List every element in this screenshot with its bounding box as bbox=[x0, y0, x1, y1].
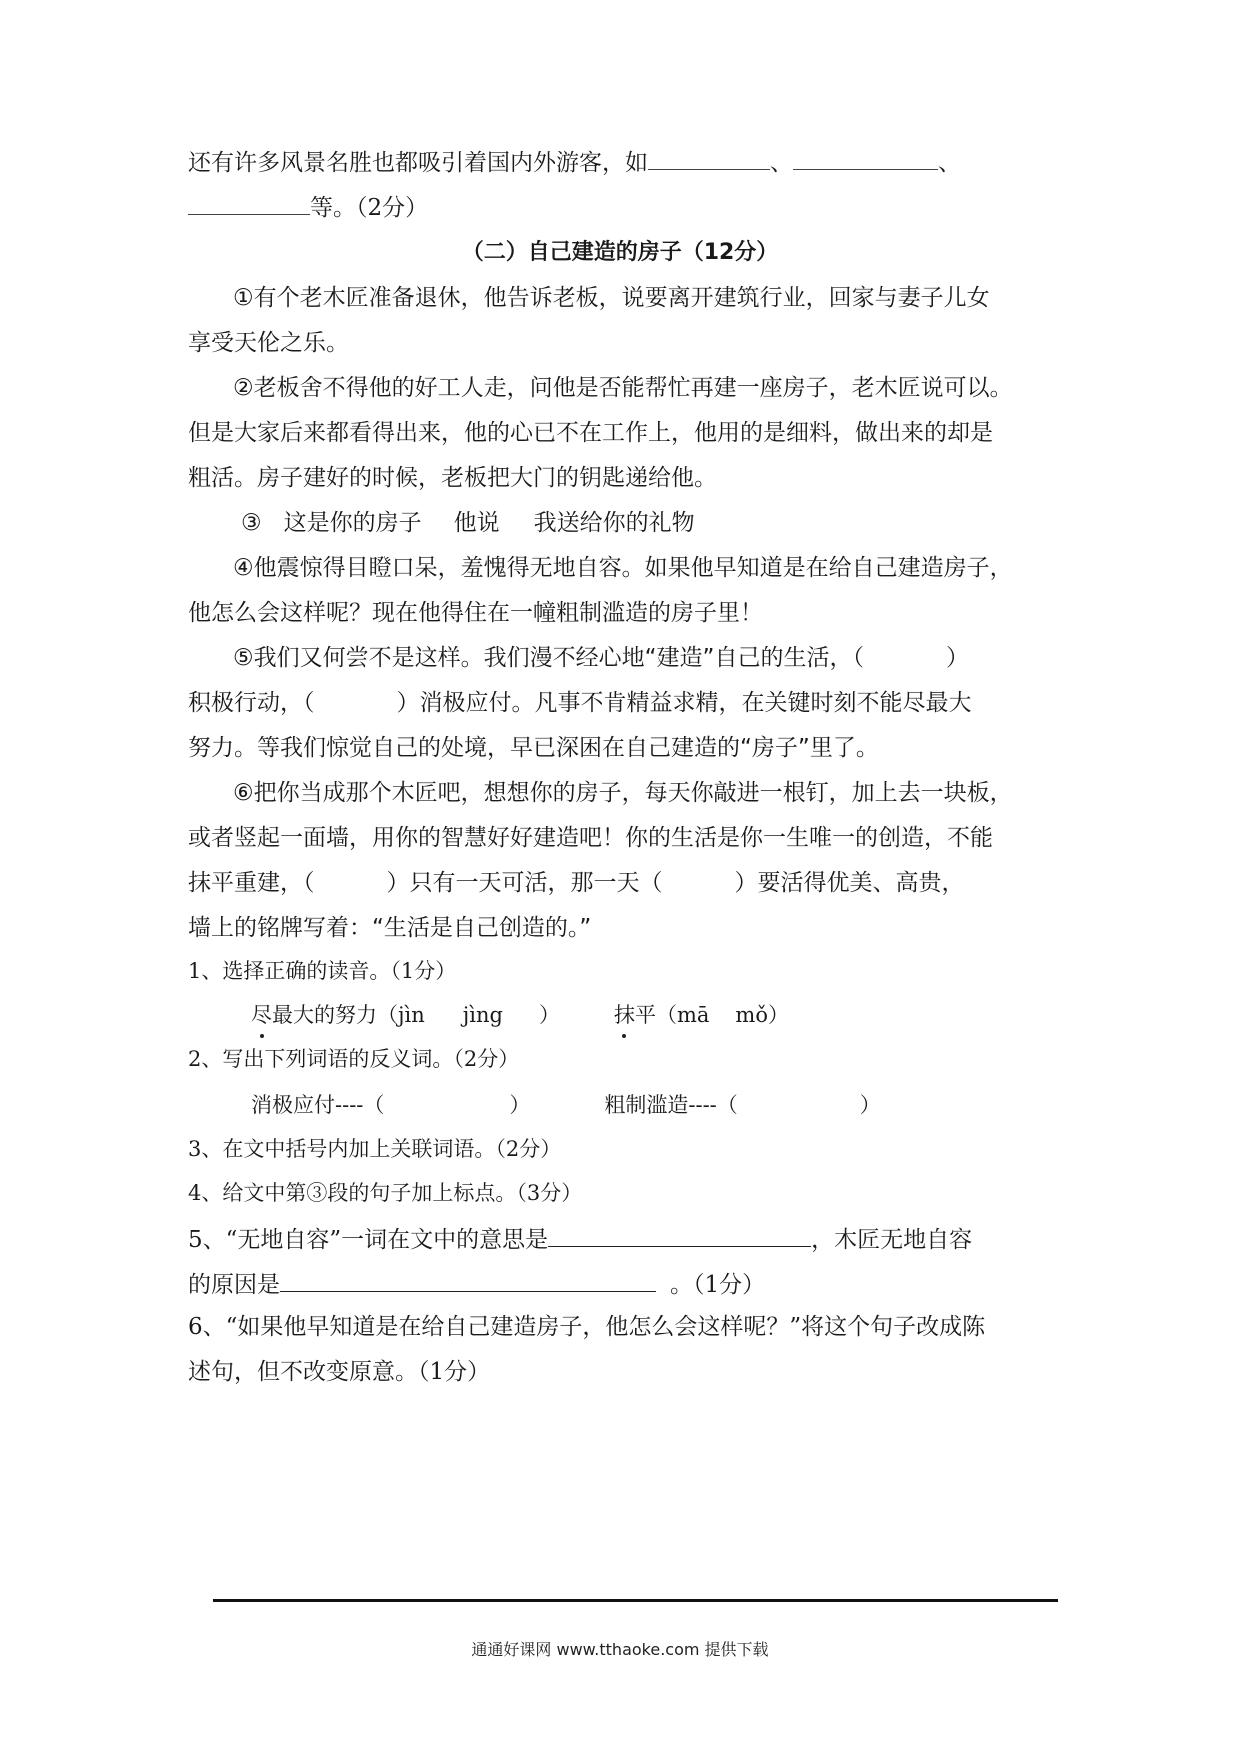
q5-text: 5、“无地自容”一词在文中的意思是 bbox=[188, 1227, 549, 1253]
para-2-line-3: 粗活。房子建好的时候，老板把大门的钥匙递给他。 bbox=[188, 465, 717, 491]
question-6-line-1: 6、“如果他早知道是在给自己建造房子，他怎么会这样呢？”将这个句子改成陈 bbox=[188, 1314, 986, 1340]
q5-text: 的原因是 bbox=[188, 1272, 280, 1298]
para-2-line-2: 但是大家后来都看得出来，他的心已不在工作上，他用的是细料，做出来的却是 bbox=[188, 420, 993, 446]
dotted-char-jin: 尽 bbox=[251, 1000, 272, 1030]
question-2-title: 2、写出下列词语的反义词。（2分） bbox=[188, 1047, 520, 1071]
para-1-line-2: 享受天伦之乐。 bbox=[188, 330, 349, 356]
q1-option-jing: jìng bbox=[462, 1003, 503, 1027]
para-4-line-1: ④他震惊得目瞪口呆，羞愧得无地自容。如果他早知道是在给自己建造房子， bbox=[233, 555, 1013, 581]
para-5-line-3: 努力。等我们惊觉自己的处境，早已深困在自己建造的“房子”里了。 bbox=[188, 735, 879, 761]
para-6-text: ）要活得优美、高贵， bbox=[734, 870, 965, 896]
question-6-line-2: 述句，但不改变原意。（1分） bbox=[188, 1359, 491, 1385]
para-3-seg-1: 这是你的房子 bbox=[283, 510, 422, 536]
para-6-text: 抹平重建，（ bbox=[188, 870, 315, 896]
question-4-title: 4、给文中第③段的句子加上标点。（3分） bbox=[188, 1181, 583, 1205]
para-6-line-3 bbox=[188, 868, 965, 898]
intro-text: 还有许多风景名胜也都吸引着国内外游客，如 bbox=[188, 150, 648, 176]
answer-line-reason[interactable] bbox=[280, 1267, 656, 1292]
bracket-close: ） bbox=[945, 645, 969, 671]
intro-line-1 bbox=[188, 148, 961, 178]
separator: 、 bbox=[770, 150, 793, 176]
para-5-text: ⑤我们又何尝不是这样。我们漫不经心地“建造”自己的生活，（ bbox=[233, 645, 864, 671]
q5-score: 。（1分） bbox=[670, 1272, 766, 1298]
blank-3[interactable] bbox=[188, 194, 310, 215]
answer-line-meaning[interactable] bbox=[548, 1222, 811, 1247]
q2-word-1: 消极应付----（ bbox=[251, 1093, 385, 1117]
blank-2[interactable] bbox=[793, 149, 938, 170]
question-3-title: 3、在文中括号内加上关联词语。（2分） bbox=[188, 1137, 562, 1161]
bracket-close: ） bbox=[859, 1093, 881, 1117]
para-3-seg-3: 我送给你的礼物 bbox=[533, 510, 695, 536]
question-5-line-1 bbox=[188, 1222, 972, 1255]
question-2-words bbox=[251, 1090, 881, 1120]
q1-word-1: 最大的努力（jìn bbox=[272, 1003, 425, 1027]
para-5-line-2 bbox=[188, 688, 972, 718]
para-4-line-2: 他怎么会这样呢？现在他得住在一幢粗制滥造的房子里！ bbox=[188, 600, 763, 626]
dotted-char-mo: 抹 bbox=[614, 1000, 635, 1030]
para-5-line-1 bbox=[233, 643, 969, 673]
section-title: （二）自己建造的房子（12分） bbox=[461, 240, 779, 265]
bracket-close: ） bbox=[538, 1003, 560, 1027]
para-6-text: ）只有一天可活，那一天（ bbox=[386, 870, 663, 896]
footer-text: 通通好课网 www.tthaoke.com 提供下载 bbox=[471, 1640, 769, 1659]
bracket-close: ） bbox=[509, 1093, 531, 1117]
separator: 、 bbox=[938, 150, 961, 176]
para-3-number: ③ bbox=[241, 510, 262, 536]
para-5-text: 积极行动，（ bbox=[188, 690, 315, 716]
para-3 bbox=[241, 508, 695, 538]
intro-score: 等。（2分） bbox=[310, 195, 429, 221]
question-1-options bbox=[251, 1000, 789, 1030]
q5-text: ，木匠无地自容 bbox=[811, 1227, 973, 1253]
q1-word-2: 平（mā bbox=[634, 1003, 710, 1027]
para-6-line-2: 或者竖起一面墙，用你的智慧好好建造吧！你的生活是你一生唯一的创造，不能 bbox=[188, 825, 993, 851]
question-5-line-2 bbox=[188, 1267, 765, 1300]
para-2-line-1: ②老板舍不得他的好工人走，问他是否能帮忙再建一座房子，老木匠说可以。 bbox=[233, 375, 1013, 401]
para-3-seg-2: 他说 bbox=[453, 510, 500, 536]
para-6-line-1: ⑥把你当成那个木匠吧，想想你的房子，每天你敲进一根钉，加上去一块板， bbox=[233, 780, 1013, 806]
para-5-text: ）消极应付。凡事不肯精益求精，在关键时刻不能尽最大 bbox=[396, 690, 972, 716]
question-1-title: 1、选择正确的读音。（1分） bbox=[188, 959, 457, 983]
para-6-line-4: 墙上的铭牌写着：“生活是自己创造的。” bbox=[188, 915, 592, 941]
intro-line-2 bbox=[188, 193, 428, 223]
blank-1[interactable] bbox=[648, 149, 770, 170]
footer-divider bbox=[213, 1599, 1058, 1602]
para-1-line-1: ①有个老木匠准备退休，他告诉老板，说要离开建筑行业，回家与妻子儿女 bbox=[233, 285, 990, 311]
q1-option-mo: mǒ） bbox=[735, 1003, 789, 1027]
q2-word-2: 粗制滥造----（ bbox=[604, 1093, 738, 1117]
